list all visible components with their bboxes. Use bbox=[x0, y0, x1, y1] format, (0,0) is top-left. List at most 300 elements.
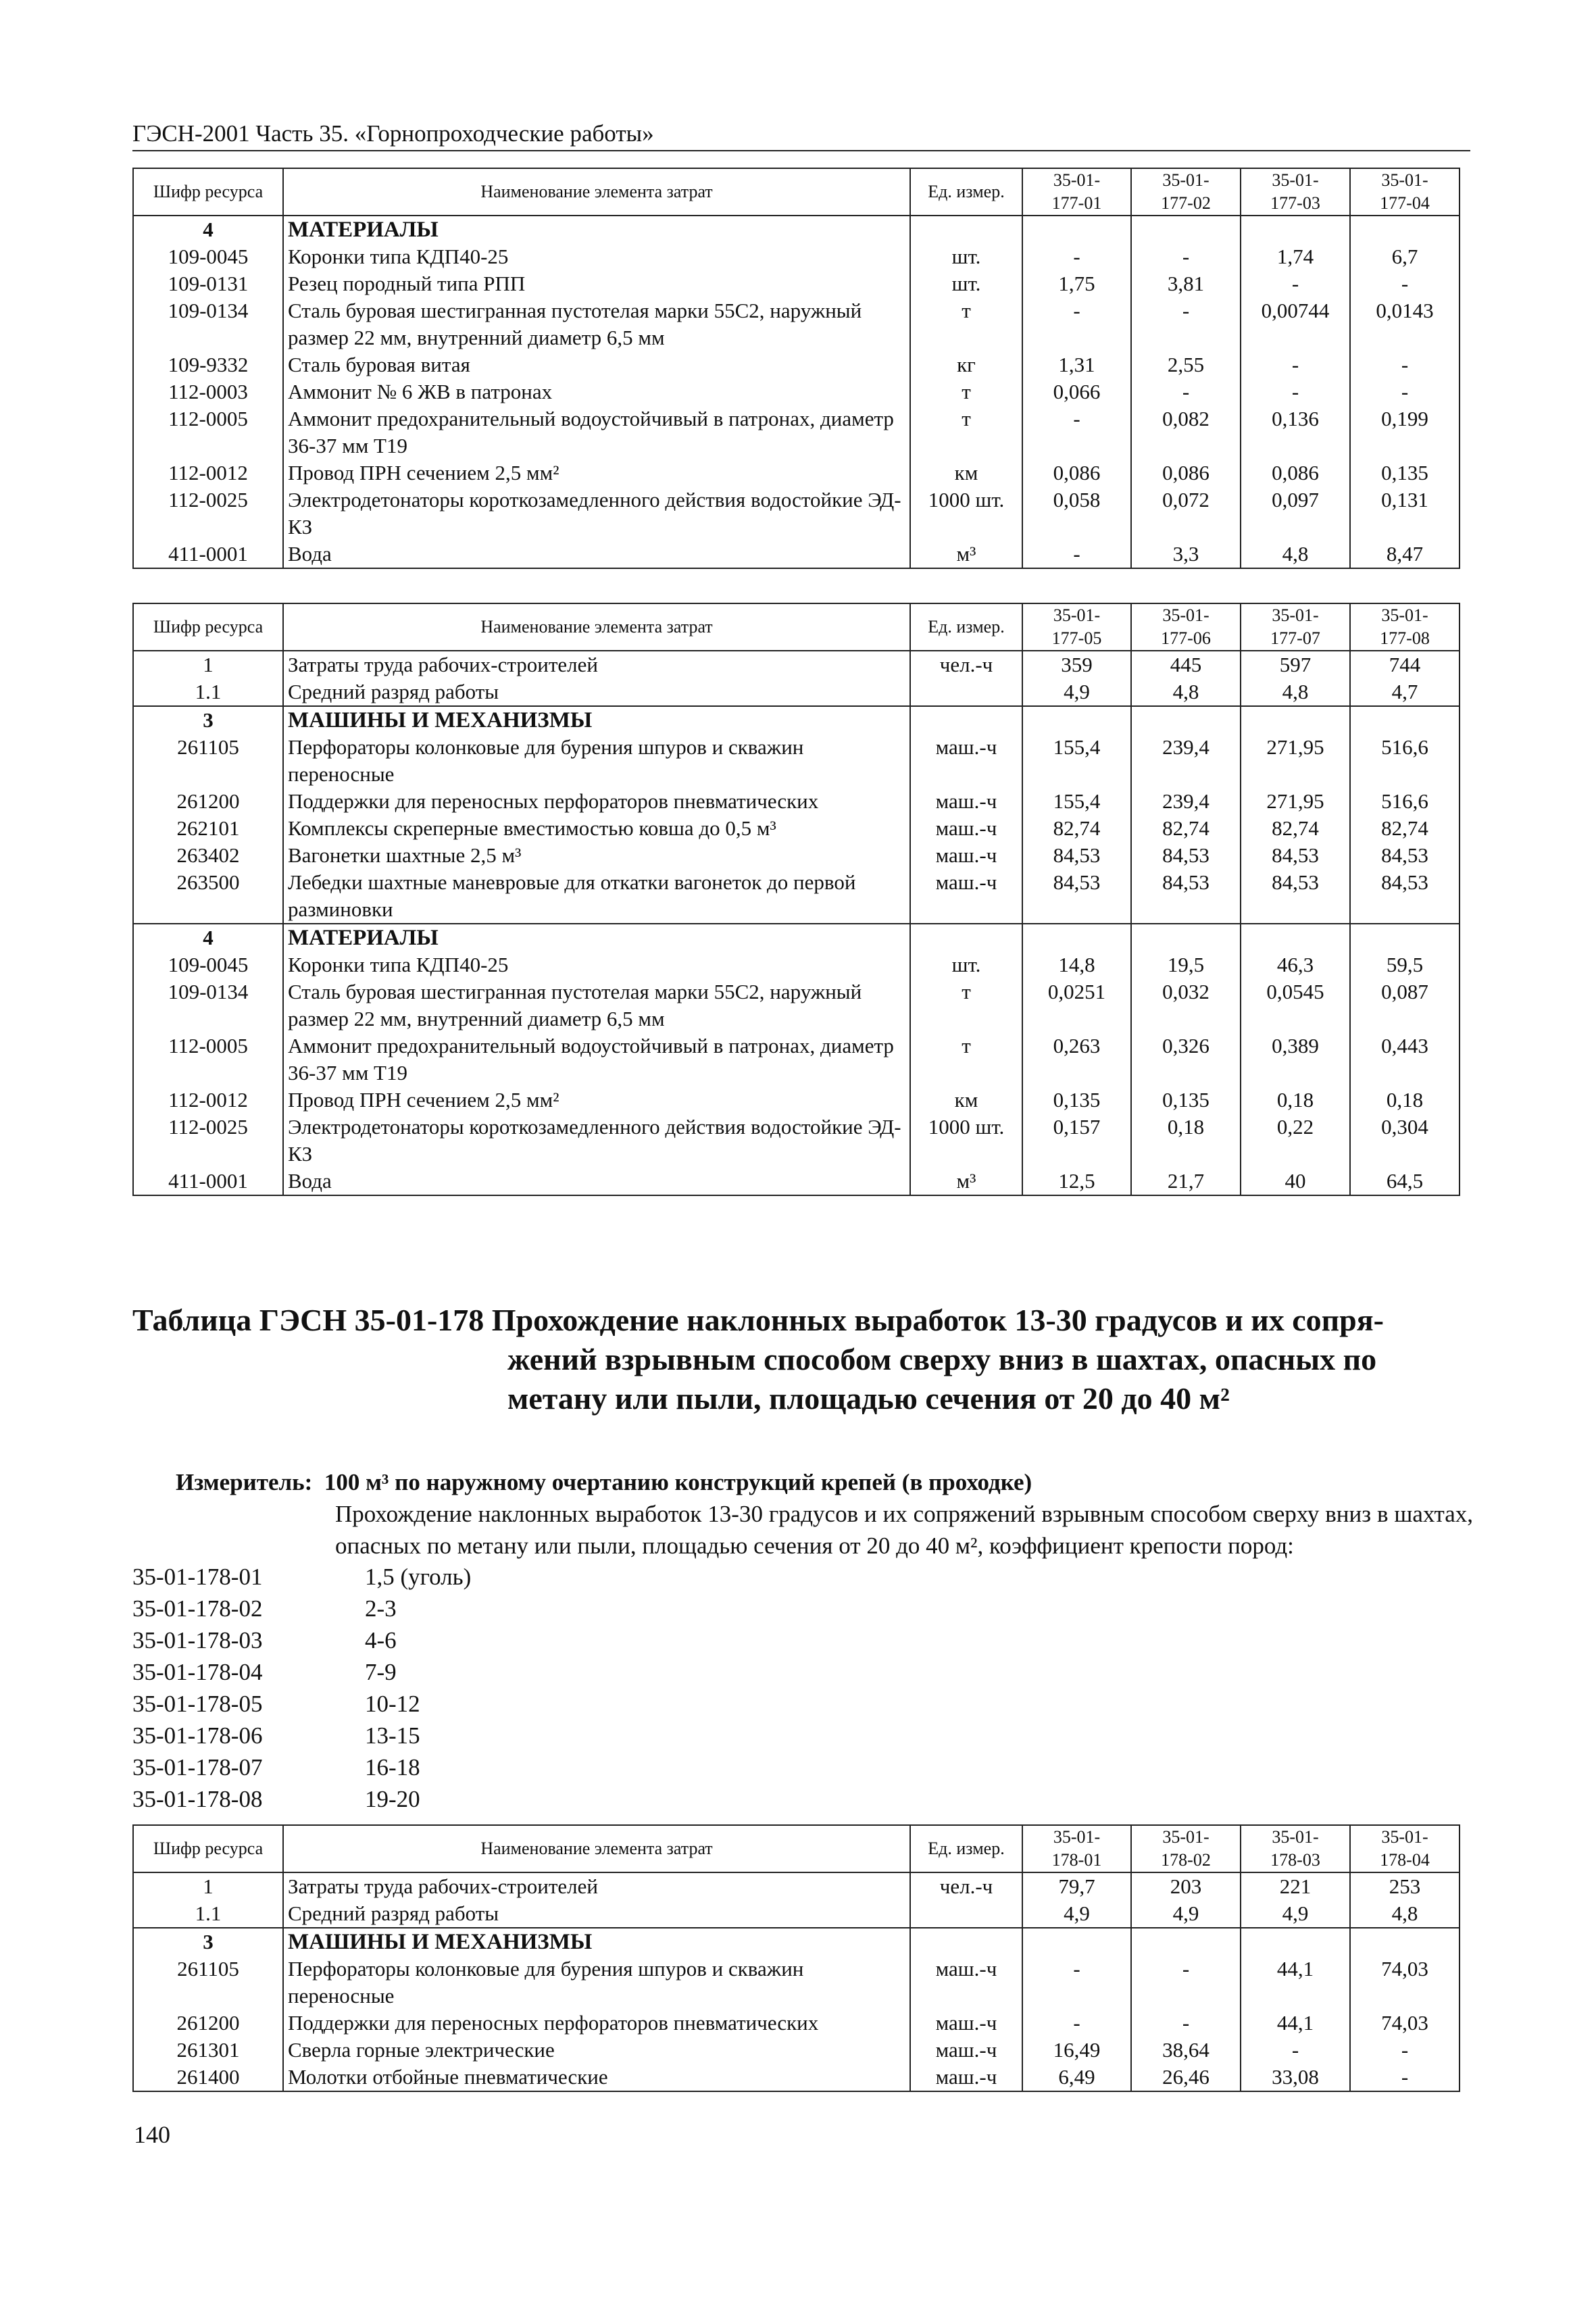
rock-hardness: 10-12 bbox=[365, 1691, 420, 1717]
value-cell: 203 bbox=[1131, 1872, 1241, 1900]
section-row bbox=[133, 1928, 1460, 1956]
resource-name: Вода bbox=[283, 541, 910, 568]
resource-code: 112-0012 bbox=[133, 1087, 283, 1114]
resource-name: Средний разряд работы bbox=[283, 1900, 910, 1928]
value-cell: - bbox=[1131, 1956, 1241, 2010]
value-cell: 84,53 bbox=[1131, 869, 1241, 924]
value-cell: 0,157 bbox=[1022, 1114, 1131, 1168]
value-cell: - bbox=[1022, 297, 1131, 351]
value-cell: 4,8 bbox=[1131, 678, 1241, 706]
value-cell: 84,53 bbox=[1022, 869, 1131, 924]
header-code: Шифр ресурса bbox=[133, 168, 283, 216]
resource-code: 4 bbox=[133, 216, 283, 243]
table-row bbox=[133, 270, 1460, 297]
norm-code: 35-01-178-02 bbox=[132, 1595, 263, 1622]
resource-unit: маш.-ч bbox=[910, 734, 1022, 788]
resource-unit bbox=[910, 706, 1022, 734]
resource-code: 109-0134 bbox=[133, 297, 283, 351]
table-row bbox=[133, 2010, 1460, 2037]
header-col-3: 35-01- 177-07 bbox=[1241, 603, 1350, 651]
resource-code: 263500 bbox=[133, 869, 283, 924]
header-col-4: 35-01- 177-08 bbox=[1350, 603, 1460, 651]
value-cell bbox=[1131, 1928, 1241, 1956]
value-cell: 74,03 bbox=[1350, 1956, 1460, 2010]
resource-unit: шт. bbox=[910, 243, 1022, 270]
header-name: Наименование элемента затрат bbox=[283, 168, 910, 216]
resource-name: Поддержки для переносных перфораторов пневматических bbox=[283, 2010, 910, 2037]
value-cell bbox=[1131, 216, 1241, 243]
value-cell: 0,086 bbox=[1241, 459, 1350, 487]
value-cell: 6,49 bbox=[1022, 2064, 1131, 2091]
value-cell: 0,058 bbox=[1022, 487, 1131, 541]
section-row bbox=[133, 924, 1460, 951]
value-cell: - bbox=[1350, 351, 1460, 378]
value-cell: 155,4 bbox=[1022, 734, 1131, 788]
value-cell: 0,066 bbox=[1022, 378, 1131, 405]
resource-name: Поддержки для переносных перфораторов пневматических bbox=[283, 788, 910, 815]
value-cell: 4,7 bbox=[1350, 678, 1460, 706]
resource-unit: шт. bbox=[910, 270, 1022, 297]
resource-code: 261105 bbox=[133, 1956, 283, 2010]
value-cell: 12,5 bbox=[1022, 1168, 1131, 1195]
value-cell: 4,9 bbox=[1131, 1900, 1241, 1928]
resource-unit: шт. bbox=[910, 951, 1022, 978]
resource-unit: 1000 шт. bbox=[910, 487, 1022, 541]
resource-name: МАТЕРИАЛЫ bbox=[283, 924, 910, 951]
value-cell: 239,4 bbox=[1131, 734, 1241, 788]
resource-name: Затраты труда рабочих-строителей bbox=[283, 651, 910, 678]
resource-code: 261200 bbox=[133, 2010, 283, 2037]
resource-name: Сверла горные электрические bbox=[283, 2037, 910, 2064]
value-cell: 516,6 bbox=[1350, 788, 1460, 815]
value-cell: 19,5 bbox=[1131, 951, 1241, 978]
value-cell: 0,0545 bbox=[1241, 978, 1350, 1032]
value-cell: 84,53 bbox=[1350, 869, 1460, 924]
value-cell: 33,08 bbox=[1241, 2064, 1350, 2091]
resource-name: Сталь буровая шестигранная пустотелая марки 55С2, наружный размер 22 мм, внутренний диаметр 6,5 мм bbox=[283, 297, 910, 351]
value-cell: 0,18 bbox=[1241, 1087, 1350, 1114]
value-cell: - bbox=[1241, 378, 1350, 405]
value-cell: - bbox=[1131, 297, 1241, 351]
section-row bbox=[133, 706, 1460, 734]
value-cell: 38,64 bbox=[1131, 2037, 1241, 2064]
value-cell: 744 bbox=[1350, 651, 1460, 678]
value-cell: - bbox=[1131, 243, 1241, 270]
resource-unit: кг bbox=[910, 351, 1022, 378]
resource-code: 1 bbox=[133, 1872, 283, 1900]
resource-unit: маш.-ч bbox=[910, 869, 1022, 924]
resource-code: 261301 bbox=[133, 2037, 283, 2064]
value-cell: 0,086 bbox=[1131, 459, 1241, 487]
value-cell: 597 bbox=[1241, 651, 1350, 678]
resource-name: Средний разряд работы bbox=[283, 678, 910, 706]
norm-code: 35-01-178-04 bbox=[132, 1659, 263, 1685]
table-row bbox=[133, 978, 1460, 1032]
value-cell: - bbox=[1241, 2037, 1350, 2064]
value-cell: 82,74 bbox=[1022, 815, 1131, 842]
header-unit: Ед. измер. bbox=[910, 603, 1022, 651]
resource-code: 263402 bbox=[133, 842, 283, 869]
table-row bbox=[133, 651, 1460, 678]
resource-name: МАТЕРИАЛЫ bbox=[283, 216, 910, 243]
value-cell: 21,7 bbox=[1131, 1168, 1241, 1195]
resource-name: Электродетонаторы короткозамедленного действия водостойкие ЭД-КЗ bbox=[283, 487, 910, 541]
header-col-1: 35-01- 178-01 bbox=[1022, 1825, 1131, 1872]
resource-unit bbox=[910, 1900, 1022, 1928]
header-col-2: 35-01- 178-02 bbox=[1131, 1825, 1241, 1872]
table-row bbox=[133, 1114, 1460, 1168]
measure-unit: 100 м³ по наружному очертанию конструкций крепей (в проходке) bbox=[324, 1469, 1032, 1495]
resource-unit: т bbox=[910, 405, 1022, 459]
resource-name: Коронки типа КДП40-25 bbox=[283, 243, 910, 270]
value-cell: 4,9 bbox=[1022, 678, 1131, 706]
resource-name: Электродетонаторы короткозамедленного действия водостойкие ЭД-КЗ bbox=[283, 1114, 910, 1168]
value-cell: 0,086 bbox=[1022, 459, 1131, 487]
value-cell: 2,55 bbox=[1131, 351, 1241, 378]
value-cell bbox=[1350, 924, 1460, 951]
value-cell: 0,135 bbox=[1350, 459, 1460, 487]
value-cell: 239,4 bbox=[1131, 788, 1241, 815]
value-cell: 84,53 bbox=[1022, 842, 1131, 869]
resource-code: 1.1 bbox=[133, 1900, 283, 1928]
resource-name: Сталь буровая витая bbox=[283, 351, 910, 378]
value-cell bbox=[1241, 706, 1350, 734]
resource-code: 261200 bbox=[133, 788, 283, 815]
resource-unit: маш.-ч bbox=[910, 842, 1022, 869]
value-cell: 0,082 bbox=[1131, 405, 1241, 459]
value-cell: - bbox=[1350, 270, 1460, 297]
resource-name: Перфораторы колонковые для бурения шпуров и скважин переносные bbox=[283, 734, 910, 788]
value-cell: 40 bbox=[1241, 1168, 1350, 1195]
value-cell bbox=[1022, 924, 1131, 951]
section-title-line-2: жений взрывным способом сверху вниз в шахтах, опасных по bbox=[507, 1342, 1377, 1376]
resource-name: Провод ПРН сечением 2,5 мм² bbox=[283, 459, 910, 487]
table-row bbox=[133, 815, 1460, 842]
resource-unit: маш.-ч bbox=[910, 2037, 1022, 2064]
value-cell: 4,8 bbox=[1350, 1900, 1460, 1928]
header-col-1: 35-01- 177-01 bbox=[1022, 168, 1131, 216]
code-list-item bbox=[132, 1783, 471, 1815]
table-row bbox=[133, 1872, 1460, 1900]
code-list bbox=[132, 1561, 471, 1815]
table-row bbox=[133, 541, 1460, 568]
value-cell: 253 bbox=[1350, 1872, 1460, 1900]
table-row bbox=[133, 788, 1460, 815]
resource-code: 109-0045 bbox=[133, 243, 283, 270]
value-cell: 44,1 bbox=[1241, 1956, 1350, 2010]
resource-code: 3 bbox=[133, 1928, 283, 1956]
value-cell bbox=[1131, 924, 1241, 951]
table-row bbox=[133, 405, 1460, 459]
value-cell: - bbox=[1241, 351, 1350, 378]
header-col-2: 35-01- 177-06 bbox=[1131, 603, 1241, 651]
value-cell: - bbox=[1022, 541, 1131, 568]
value-cell: 0,0143 bbox=[1350, 297, 1460, 351]
value-cell: 445 bbox=[1131, 651, 1241, 678]
value-cell: 0,135 bbox=[1022, 1087, 1131, 1114]
value-cell: 64,5 bbox=[1350, 1168, 1460, 1195]
rock-hardness: 2-3 bbox=[365, 1595, 397, 1622]
value-cell: 82,74 bbox=[1350, 815, 1460, 842]
rock-hardness: 7-9 bbox=[365, 1659, 397, 1685]
value-cell: 16,49 bbox=[1022, 2037, 1131, 2064]
value-cell: - bbox=[1241, 270, 1350, 297]
resource-name: Провод ПРН сечением 2,5 мм² bbox=[283, 1087, 910, 1114]
value-cell bbox=[1022, 216, 1131, 243]
header-col-4: 35-01- 177-04 bbox=[1350, 168, 1460, 216]
table-row bbox=[133, 869, 1460, 924]
table-row bbox=[133, 1032, 1460, 1087]
value-cell: 1,31 bbox=[1022, 351, 1131, 378]
section-row bbox=[133, 216, 1460, 243]
resource-unit: т bbox=[910, 1032, 1022, 1087]
section-title bbox=[132, 1301, 1477, 1418]
value-cell: 46,3 bbox=[1241, 951, 1350, 978]
header-name: Наименование элемента затрат bbox=[283, 1825, 910, 1872]
header-name: Наименование элемента затрат bbox=[283, 603, 910, 651]
value-cell: 0,0251 bbox=[1022, 978, 1131, 1032]
table-row bbox=[133, 459, 1460, 487]
resource-code: 262101 bbox=[133, 815, 283, 842]
value-cell bbox=[1022, 706, 1131, 734]
resource-code: 109-0134 bbox=[133, 978, 283, 1032]
resource-name: Затраты труда рабочих-строителей bbox=[283, 1872, 910, 1900]
table-row bbox=[133, 487, 1460, 541]
resource-name: Вагонетки шахтные 2,5 м³ bbox=[283, 842, 910, 869]
measure-label: Измеритель: bbox=[176, 1469, 313, 1495]
table-row bbox=[133, 1168, 1460, 1195]
resource-unit: м³ bbox=[910, 1168, 1022, 1195]
resource-code: 1.1 bbox=[133, 678, 283, 706]
norm-code: 35-01-178-05 bbox=[132, 1691, 263, 1717]
value-cell: 0,032 bbox=[1131, 978, 1241, 1032]
code-list-item bbox=[132, 1751, 471, 1783]
value-cell: 221 bbox=[1241, 1872, 1350, 1900]
value-cell: 0,097 bbox=[1241, 487, 1350, 541]
resource-code: 109-0045 bbox=[133, 951, 283, 978]
code-list-item bbox=[132, 1656, 471, 1688]
value-cell: 8,47 bbox=[1350, 541, 1460, 568]
table-row bbox=[133, 678, 1460, 706]
measure-description: Прохождение наклонных выработок 13-30 градусов и их сопряжений взрывным способом сверху вниз в шахтах, опасных по метану или пыли, площадью сечения от 20 до 40 м², коэффициент крепости пород: bbox=[335, 1501, 1473, 1559]
norm-code: 35-01-178-03 bbox=[132, 1627, 263, 1653]
value-cell: 0,072 bbox=[1131, 487, 1241, 541]
value-cell: 82,74 bbox=[1131, 815, 1241, 842]
value-cell bbox=[1241, 216, 1350, 243]
resource-code: 112-0003 bbox=[133, 378, 283, 405]
norm-code: 35-01-178-06 bbox=[132, 1722, 263, 1749]
value-cell: 82,74 bbox=[1241, 815, 1350, 842]
value-cell: - bbox=[1022, 2010, 1131, 2037]
value-cell: 0,18 bbox=[1350, 1087, 1460, 1114]
section-title-line-1: Таблица ГЭСН 35-01-178 Прохождение наклонных выработок 13-30 градусов и их сопря- bbox=[132, 1303, 1384, 1337]
value-cell: 0,135 bbox=[1131, 1087, 1241, 1114]
resource-unit: т bbox=[910, 378, 1022, 405]
value-cell: 44,1 bbox=[1241, 2010, 1350, 2037]
value-cell: - bbox=[1022, 405, 1131, 459]
table-row bbox=[133, 734, 1460, 788]
value-cell: 26,46 bbox=[1131, 2064, 1241, 2091]
value-cell: 4,9 bbox=[1022, 1900, 1131, 1928]
value-cell: 3,81 bbox=[1131, 270, 1241, 297]
value-cell: 0,304 bbox=[1350, 1114, 1460, 1168]
value-cell: - bbox=[1350, 2037, 1460, 2064]
resource-unit bbox=[910, 924, 1022, 951]
resource-unit: маш.-ч bbox=[910, 2064, 1022, 2091]
value-cell: 359 bbox=[1022, 651, 1131, 678]
value-cell: 0,18 bbox=[1131, 1114, 1241, 1168]
resource-unit bbox=[910, 678, 1022, 706]
table-row bbox=[133, 1900, 1460, 1928]
resource-name: Аммонит предохранительный водоустойчивый в патронах, диаметр 36-37 мм Т19 bbox=[283, 405, 910, 459]
value-cell bbox=[1022, 1928, 1131, 1956]
table-header-row bbox=[133, 1825, 1460, 1872]
resource-unit: км bbox=[910, 459, 1022, 487]
header-unit: Ед. измер. bbox=[910, 1825, 1022, 1872]
resource-unit: маш.-ч bbox=[910, 1956, 1022, 2010]
resource-unit: чел.-ч bbox=[910, 651, 1022, 678]
value-cell: 0,087 bbox=[1350, 978, 1460, 1032]
value-cell: - bbox=[1022, 1956, 1131, 2010]
resource-unit: маш.-ч bbox=[910, 2010, 1022, 2037]
value-cell: 155,4 bbox=[1022, 788, 1131, 815]
value-cell: 59,5 bbox=[1350, 951, 1460, 978]
value-cell: 0,136 bbox=[1241, 405, 1350, 459]
resource-code: 112-0025 bbox=[133, 487, 283, 541]
header-col-4: 35-01- 178-04 bbox=[1350, 1825, 1460, 1872]
resource-code: 112-0025 bbox=[133, 1114, 283, 1168]
measure-block bbox=[176, 1466, 1473, 1562]
resource-code: 1 bbox=[133, 651, 283, 678]
rock-hardness: 13-15 bbox=[365, 1722, 420, 1749]
resource-unit: м³ bbox=[910, 541, 1022, 568]
value-cell bbox=[1241, 1928, 1350, 1956]
value-cell: 6,7 bbox=[1350, 243, 1460, 270]
resource-code: 109-9332 bbox=[133, 351, 283, 378]
value-cell: 4,8 bbox=[1241, 541, 1350, 568]
table-row bbox=[133, 951, 1460, 978]
resource-name: Коронки типа КДП40-25 bbox=[283, 951, 910, 978]
resource-name: Комплексы скреперные вместимостью ковша до 0,5 м³ bbox=[283, 815, 910, 842]
value-cell: 0,22 bbox=[1241, 1114, 1350, 1168]
table-row bbox=[133, 2037, 1460, 2064]
rock-hardness: 1,5 (уголь) bbox=[365, 1564, 472, 1590]
resource-code: 112-0005 bbox=[133, 1032, 283, 1087]
norm-code: 35-01-178-08 bbox=[132, 1786, 263, 1812]
resource-code: 4 bbox=[133, 924, 283, 951]
resource-unit: маш.-ч bbox=[910, 788, 1022, 815]
resource-unit: т bbox=[910, 297, 1022, 351]
value-cell: 0,389 bbox=[1241, 1032, 1350, 1087]
norm-code: 35-01-178-01 bbox=[132, 1564, 263, 1590]
page-number: 140 bbox=[134, 2121, 170, 2148]
header-col-2: 35-01- 177-02 bbox=[1131, 168, 1241, 216]
value-cell: 14,8 bbox=[1022, 951, 1131, 978]
code-list-item bbox=[132, 1561, 471, 1593]
value-cell: 271,95 bbox=[1241, 788, 1350, 815]
value-cell: 0,131 bbox=[1350, 487, 1460, 541]
value-cell: 84,53 bbox=[1241, 869, 1350, 924]
value-cell: 84,53 bbox=[1241, 842, 1350, 869]
code-list-item bbox=[132, 1688, 471, 1720]
code-list-item bbox=[132, 1720, 471, 1751]
value-cell: - bbox=[1131, 378, 1241, 405]
header-code: Шифр ресурса bbox=[133, 603, 283, 651]
value-cell: - bbox=[1350, 2064, 1460, 2091]
value-cell: 0,00744 bbox=[1241, 297, 1350, 351]
resource-table-178 bbox=[132, 1824, 1460, 2092]
resource-name: Аммонит № 6 ЖВ в патронах bbox=[283, 378, 910, 405]
rock-hardness: 16-18 bbox=[365, 1754, 420, 1781]
table-row bbox=[133, 351, 1460, 378]
table-row bbox=[133, 297, 1460, 351]
resource-code: 112-0005 bbox=[133, 405, 283, 459]
value-cell: 271,95 bbox=[1241, 734, 1350, 788]
resource-unit bbox=[910, 216, 1022, 243]
value-cell: - bbox=[1350, 378, 1460, 405]
resource-unit: т bbox=[910, 978, 1022, 1032]
value-cell: 0,199 bbox=[1350, 405, 1460, 459]
table-header-row bbox=[133, 168, 1460, 216]
resource-code: 112-0012 bbox=[133, 459, 283, 487]
resource-name: МАШИНЫ И МЕХАНИЗМЫ bbox=[283, 706, 910, 734]
value-cell: - bbox=[1131, 2010, 1241, 2037]
section-title-line-3: метану или пыли, площадью сечения от 20 до 40 м² bbox=[507, 1381, 1230, 1416]
resource-name: Молотки отбойные пневматические bbox=[283, 2064, 910, 2091]
table-row bbox=[133, 243, 1460, 270]
page-header: ГЭСН-2001 Часть 35. «Горнопроходческие работы» bbox=[132, 120, 1470, 151]
header-col-1: 35-01- 177-05 bbox=[1022, 603, 1131, 651]
resource-name: Перфораторы колонковые для бурения шпуров и скважин переносные bbox=[283, 1956, 910, 2010]
resource-name: Аммонит предохранительный водоустойчивый в патронах, диаметр 36-37 мм Т19 bbox=[283, 1032, 910, 1087]
value-cell bbox=[1241, 924, 1350, 951]
value-cell: 1,75 bbox=[1022, 270, 1131, 297]
value-cell: 84,53 bbox=[1350, 842, 1460, 869]
table-row bbox=[133, 1087, 1460, 1114]
value-cell bbox=[1350, 1928, 1460, 1956]
resource-unit: 1000 шт. bbox=[910, 1114, 1022, 1168]
value-cell: 0,443 bbox=[1350, 1032, 1460, 1087]
table-row bbox=[133, 2064, 1460, 2091]
resource-code: 411-0001 bbox=[133, 1168, 283, 1195]
resource-table-177-first bbox=[132, 168, 1460, 569]
rock-hardness: 19-20 bbox=[365, 1786, 420, 1812]
value-cell bbox=[1350, 706, 1460, 734]
table-row bbox=[133, 378, 1460, 405]
resource-name: Резец породный типа РПП bbox=[283, 270, 910, 297]
table-header-row bbox=[133, 603, 1460, 651]
resource-code: 411-0001 bbox=[133, 541, 283, 568]
header-unit: Ед. измер. bbox=[910, 168, 1022, 216]
value-cell: 4,9 bbox=[1241, 1900, 1350, 1928]
table-row bbox=[133, 842, 1460, 869]
value-cell: 79,7 bbox=[1022, 1872, 1131, 1900]
header-code: Шифр ресурса bbox=[133, 1825, 283, 1872]
value-cell bbox=[1131, 706, 1241, 734]
resource-code: 261400 bbox=[133, 2064, 283, 2091]
value-cell: 0,326 bbox=[1131, 1032, 1241, 1087]
resource-unit bbox=[910, 1928, 1022, 1956]
resource-code: 3 bbox=[133, 706, 283, 734]
resource-code: 109-0131 bbox=[133, 270, 283, 297]
resource-name: Вода bbox=[283, 1168, 910, 1195]
value-cell: 516,6 bbox=[1350, 734, 1460, 788]
value-cell: 74,03 bbox=[1350, 2010, 1460, 2037]
value-cell: 3,3 bbox=[1131, 541, 1241, 568]
value-cell bbox=[1350, 216, 1460, 243]
rock-hardness: 4-6 bbox=[365, 1627, 397, 1653]
resource-name: Лебедки шахтные маневровые для откатки вагонеток до первой разминовки bbox=[283, 869, 910, 924]
